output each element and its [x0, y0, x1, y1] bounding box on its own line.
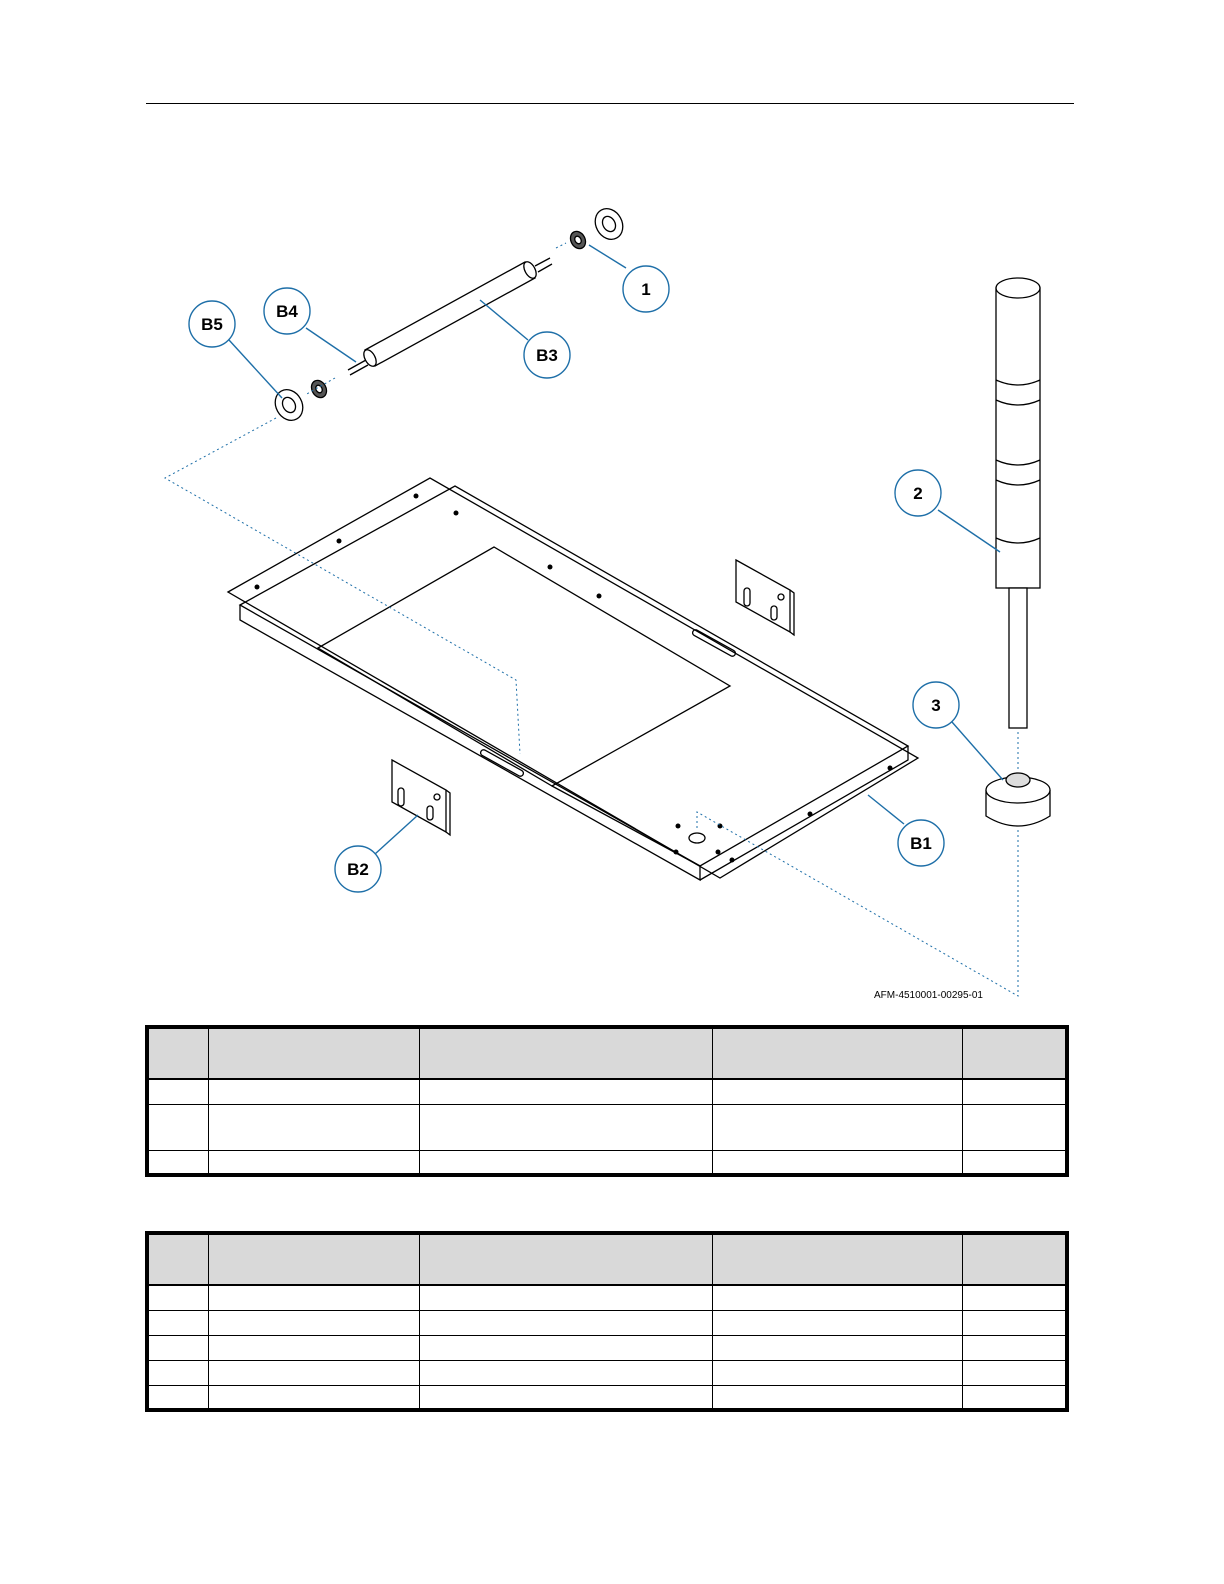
column-header: [419, 1233, 712, 1285]
table-cell: [712, 1385, 962, 1410]
table-cell: [208, 1079, 419, 1104]
parts-table-2: [145, 1231, 1069, 1412]
table-cell: [712, 1150, 962, 1175]
table-cell: [712, 1360, 962, 1385]
table-cell: [419, 1310, 712, 1335]
table-header-row: [147, 1233, 1067, 1285]
table-row: [147, 1079, 1067, 1104]
table-cell: [962, 1285, 1067, 1310]
table-cell: [147, 1079, 208, 1104]
table-cell: [208, 1335, 419, 1360]
table-cell: [712, 1335, 962, 1360]
table-cell: [419, 1150, 712, 1175]
table-cell: [962, 1079, 1067, 1104]
table-cell: [419, 1385, 712, 1410]
table-cell: [208, 1310, 419, 1335]
table-cell: [147, 1385, 208, 1410]
stack-light-base: [986, 773, 1050, 826]
column-header: [962, 1027, 1067, 1079]
table-cell: [962, 1385, 1067, 1410]
table-cell: [419, 1104, 712, 1150]
table-cell: [962, 1104, 1067, 1150]
tray-inner-panel: [318, 547, 730, 786]
table-cell: [147, 1150, 208, 1175]
table-cell: [208, 1360, 419, 1385]
table-cell: [712, 1079, 962, 1104]
column-header: [147, 1233, 208, 1285]
table-row: [147, 1285, 1067, 1310]
column-header: [208, 1027, 419, 1079]
bracket-b2: [392, 760, 450, 835]
table-cell: [419, 1079, 712, 1104]
callout-label-3: 3: [931, 696, 941, 715]
table-cell: [419, 1335, 712, 1360]
tray-outer-outline: [228, 478, 918, 878]
table-row: [147, 1385, 1067, 1410]
table-cell: [208, 1104, 419, 1150]
callout-label-1: 1: [641, 280, 651, 299]
table-row: [147, 1150, 1067, 1175]
tray-front-wall: [240, 605, 700, 880]
table-cell: [419, 1285, 712, 1310]
table-cell: [147, 1310, 208, 1335]
table-cell: [208, 1285, 419, 1310]
stack-light: [996, 278, 1040, 728]
table-cell: [419, 1360, 712, 1385]
table-cell: [147, 1285, 208, 1310]
table-cell: [962, 1360, 1067, 1385]
table-header-row: [147, 1027, 1067, 1079]
table-cell: [712, 1285, 962, 1310]
column-header: [962, 1233, 1067, 1285]
table-row: [147, 1335, 1067, 1360]
table-cell: [147, 1335, 208, 1360]
table-cell: [962, 1335, 1067, 1360]
table-cell: [712, 1310, 962, 1335]
bracket-back: [736, 560, 794, 635]
tray-center-hole: [689, 833, 705, 843]
table-cell: [962, 1150, 1067, 1175]
column-header: [712, 1027, 962, 1079]
table-row: [147, 1360, 1067, 1385]
table-cell: [712, 1104, 962, 1150]
callout-label-b3: B3: [536, 346, 558, 365]
callout-label-b4: B4: [276, 302, 298, 321]
callout-label-b5: B5: [201, 315, 223, 334]
figure-id-label: AFM-4510001-00295-01: [874, 990, 983, 1001]
table-cell: [962, 1310, 1067, 1335]
column-header: [712, 1233, 962, 1285]
table-cell: [208, 1150, 419, 1175]
table-row: [147, 1310, 1067, 1335]
column-header: [147, 1027, 208, 1079]
column-header: [208, 1233, 419, 1285]
table-cell: [147, 1360, 208, 1385]
callouts: [229, 245, 1003, 854]
callout-label-b2: B2: [347, 860, 369, 879]
table-cell: [208, 1385, 419, 1410]
roller-shaft: [348, 258, 552, 375]
parts-table-1: [145, 1025, 1069, 1177]
table-row: [147, 1104, 1067, 1150]
callout-label-b1: B1: [910, 834, 932, 853]
column-header: [419, 1027, 712, 1079]
table-cell: [147, 1104, 208, 1150]
callout-label-2: 2: [913, 484, 923, 503]
